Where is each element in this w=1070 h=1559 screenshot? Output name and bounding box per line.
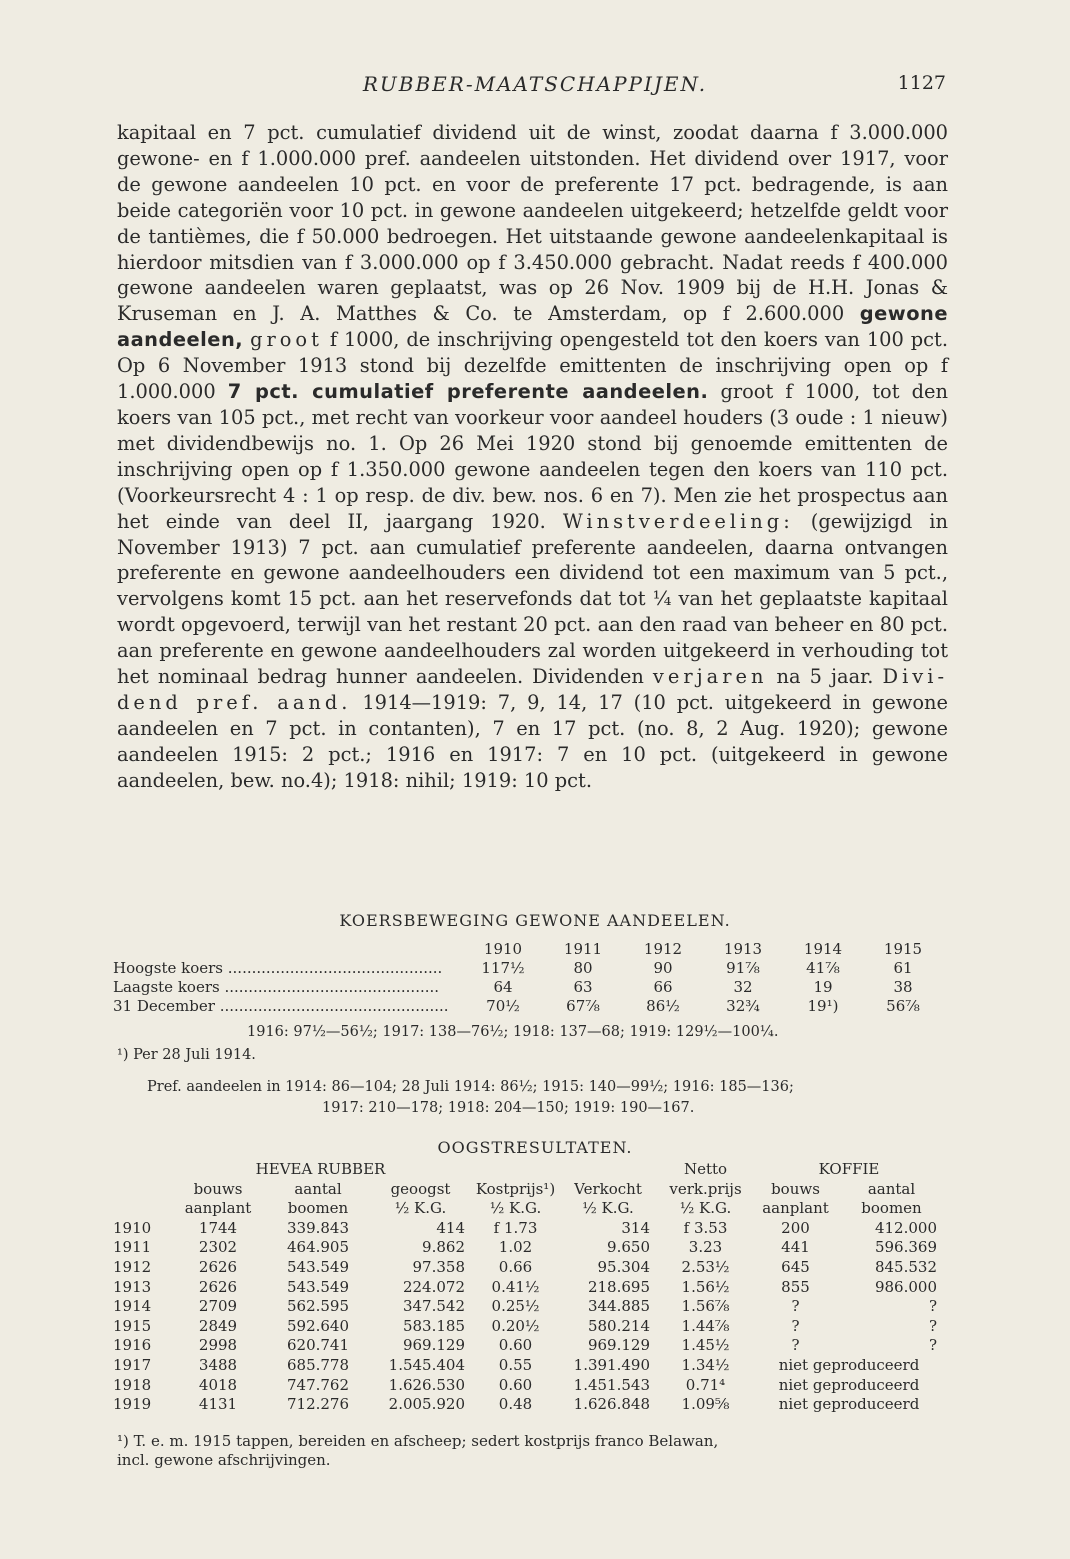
year-cell: 1910 — [113, 1218, 152, 1237]
column-header: Kostprijs¹) — [475, 1179, 556, 1198]
group-header-row — [113, 1160, 945, 1180]
value-cell: 339.843 — [286, 1218, 350, 1237]
value-cell: niet geproduceerd — [778, 1375, 920, 1394]
value-cell: 1.626.530 — [388, 1375, 465, 1394]
value-cell: 1.02 — [498, 1238, 533, 1257]
value-cell: 32 — [733, 978, 753, 996]
value-cell: 1.56½ — [681, 1277, 730, 1296]
value-cell: 562.595 — [286, 1297, 350, 1316]
value-cell: ? — [928, 1336, 937, 1355]
column-header: boomen — [861, 1199, 922, 1218]
text-run: (gewijzigd in November 1913) 7 pct. aan cumulatief preferente aandeelen, daarna ontvangen preferente en gewone aandeelhouders een dividend tot een maximum van 5 pct., vervolgens komt 15 pct. aan het reservefonds dat tot ¼ van het geplaatste kapitaal wordt opgevoerd, terwijl van het restant 20 pct. aan den raad van beheer en 80 pct. aan preferente en gewone aandeelhouders zal worden uitgekeerd in verhouding tot het nominaal bedrag hunner aandeelen. Dividenden — [117, 509, 948, 689]
value-cell: 464.905 — [286, 1238, 350, 1257]
value-cell: 592.640 — [286, 1316, 350, 1335]
table-row — [113, 1356, 945, 1376]
year-cell: 1912 — [113, 1257, 152, 1276]
value-cell: 645 — [781, 1257, 810, 1276]
column-header: Verkocht — [574, 1179, 642, 1198]
pref-line-1: Pref. aandeelen in 1914: 86—104; 28 Juli 1914: 86½; 1915: 140—99½; 1916: 185—136; — [147, 1079, 794, 1095]
value-cell: 19 — [813, 978, 833, 996]
value-cell: 9.650 — [607, 1238, 650, 1257]
value-cell: 97.358 — [412, 1257, 465, 1276]
leader-dots: ................................................ — [219, 997, 449, 1015]
emphasis-gewone-aandeelen: gewone aandeelen, — [117, 302, 948, 352]
value-cell: 596.369 — [874, 1238, 937, 1257]
value-cell: 712.276 — [286, 1395, 350, 1414]
koers-header-row — [113, 940, 943, 959]
value-cell: 0.48 — [498, 1395, 533, 1414]
value-cell: 986.000 — [874, 1277, 937, 1296]
value-cell: 1.545.404 — [388, 1355, 465, 1374]
year-cell: 1918 — [113, 1375, 152, 1394]
value-cell: 2.53½ — [681, 1257, 730, 1276]
table-row — [113, 959, 943, 978]
value-cell: 4131 — [198, 1395, 238, 1414]
table-row — [113, 978, 943, 997]
column-header: aantal — [294, 1179, 342, 1198]
value-cell: 3488 — [198, 1355, 238, 1374]
spaced-dividend-pref: Divi-dend pref. aand. — [117, 665, 949, 714]
table-row — [113, 1376, 945, 1396]
column-header: ½ K.G. — [489, 1199, 542, 1218]
year-cell: 1919 — [113, 1395, 152, 1414]
row-label: Hoogste koers — [113, 959, 223, 977]
value-cell: 2302 — [198, 1238, 238, 1257]
body-paragraph — [117, 120, 948, 794]
year-cell: 1917 — [113, 1355, 152, 1374]
table-row — [113, 1278, 945, 1298]
header-row-1 — [113, 1180, 945, 1200]
koers-title: KOERSBEWEGING GEWONE AANDEELEN. — [339, 911, 731, 930]
text-run: f 1000, de inschrijving opengesteld tot den koers van 100 pct. Op 6 November 1913 stond bij dezelfde emittenten de inschrijving open op f 1.000.000 — [117, 328, 948, 404]
value-cell: 845.532 — [874, 1257, 937, 1276]
value-cell: 63 — [573, 978, 593, 996]
column-header: aanplant — [184, 1199, 252, 1218]
value-cell: ? — [791, 1316, 800, 1335]
koers-range-line: 1916: 97½—56½; 1917: 138—76½; 1918: 137—68; 1919: 129½—100¼. — [247, 1024, 779, 1040]
spaced-winstverdeeling: Winstverdeeling: — [562, 509, 794, 533]
value-cell: 855 — [781, 1277, 810, 1296]
year-cell: 1910 — [483, 940, 523, 958]
group-netto: Netto — [683, 1160, 728, 1178]
value-cell: 1.44⅞ — [681, 1316, 730, 1335]
table-footnote — [117, 1432, 947, 1470]
value-cell: 4018 — [198, 1375, 238, 1394]
column-header: ½ K.G. — [582, 1199, 634, 1218]
column-header: aanplant — [762, 1199, 829, 1218]
value-cell: 91⅞ — [726, 959, 760, 977]
value-cell: 2849 — [198, 1316, 238, 1335]
value-cell: 200 — [781, 1218, 810, 1237]
value-cell: 1.56⅞ — [681, 1297, 730, 1316]
value-cell: 70½ — [486, 997, 520, 1015]
table-row — [113, 997, 943, 1016]
year-cell: 1915 — [883, 940, 923, 958]
value-cell: 969.129 — [587, 1336, 650, 1355]
value-cell: 67⅞ — [566, 997, 600, 1015]
value-cell: 41⅞ — [806, 959, 840, 977]
value-cell: 2.005.920 — [388, 1395, 465, 1414]
value-cell: 1744 — [198, 1218, 238, 1237]
column-header: bouws — [193, 1179, 243, 1198]
value-cell: 580.214 — [587, 1316, 650, 1335]
value-cell: 0.55 — [498, 1355, 533, 1374]
year-cell: 1914 — [113, 1297, 152, 1316]
value-cell: 32¾ — [726, 997, 760, 1015]
value-cell: ? — [928, 1316, 937, 1335]
column-header: aantal — [867, 1179, 916, 1198]
value-cell: 0.20½ — [491, 1316, 540, 1335]
oogst-title: OOGSTRESULTATEN. — [437, 1138, 633, 1157]
oogst-table — [113, 1160, 945, 1415]
group-koffie: KOFFIE — [818, 1160, 880, 1178]
table-row — [113, 1219, 945, 1239]
footnote-line: incl. gewone afschrijvingen. — [117, 1451, 331, 1469]
spaced-verjaren: verjaren — [652, 665, 768, 689]
text-run: na 5 jaar. — [776, 665, 874, 689]
value-cell: 90 — [653, 959, 673, 977]
value-cell: f 3.53 — [683, 1218, 728, 1237]
table-row — [113, 1238, 945, 1258]
value-cell: 3.23 — [688, 1238, 723, 1257]
year-cell: 1916 — [113, 1336, 152, 1355]
value-cell: 969.129 — [402, 1336, 465, 1355]
value-cell: niet geproduceerd — [778, 1355, 920, 1374]
value-cell: 0.71⁴ — [685, 1375, 726, 1394]
value-cell: 685.778 — [286, 1355, 350, 1374]
column-header: verk.prijs — [669, 1179, 742, 1198]
value-cell: ? — [791, 1297, 800, 1316]
value-cell: 543.549 — [286, 1257, 350, 1276]
table-row — [113, 1317, 945, 1337]
value-cell: 61 — [893, 959, 913, 977]
footnote-line: ¹) T. e. m. 1915 tappen, bereiden en afscheep; sedert kostprijs franco Belawan, — [117, 1432, 719, 1450]
value-cell: 218.695 — [587, 1277, 650, 1296]
value-cell: 0.60 — [498, 1336, 533, 1355]
value-cell: 1.45½ — [681, 1336, 730, 1355]
value-cell: 620.741 — [286, 1336, 350, 1355]
value-cell: 56⅞ — [886, 997, 920, 1015]
value-cell: 224.072 — [402, 1277, 465, 1296]
value-cell: 0.41½ — [491, 1277, 540, 1296]
pref-line-2: 1917: 210—178; 1918: 204—150; 1919: 190—167. — [322, 1100, 695, 1116]
running-title: RUBBER-MAATSCHAPPIJEN. — [362, 72, 708, 96]
value-cell: niet geproduceerd — [778, 1395, 920, 1414]
value-cell: ? — [791, 1336, 800, 1355]
value-cell: 414 — [436, 1218, 465, 1237]
value-cell: 1.391.490 — [573, 1355, 650, 1374]
value-cell: 64 — [493, 978, 513, 996]
value-cell: 412.000 — [874, 1218, 937, 1237]
value-cell: 2998 — [198, 1336, 238, 1355]
table-row — [113, 1258, 945, 1278]
year-cell: 1915 — [113, 1316, 152, 1335]
year-cell: 1911 — [113, 1238, 152, 1257]
emphasis-preferente-aandeelen: 7 pct. cumulatief preferente aandeelen. — [227, 380, 709, 404]
leader-dots: ............................................. — [224, 978, 440, 996]
value-cell: 1.451.543 — [573, 1375, 650, 1394]
value-cell: 95.304 — [597, 1257, 650, 1276]
row-label: Laagste koers — [113, 978, 220, 996]
column-header: ½ K.G. — [394, 1199, 447, 1218]
column-header: ½ K.G. — [679, 1199, 732, 1218]
value-cell: 314 — [621, 1218, 650, 1237]
value-cell: 0.25½ — [491, 1297, 540, 1316]
year-cell: 1912 — [643, 940, 683, 958]
value-cell: 0.66 — [498, 1257, 533, 1276]
value-cell: 9.862 — [422, 1238, 465, 1257]
text-run: groot f 1000, tot den koers van 105 pct., met recht van voorkeur voor aandeel houders (3 oude : 1 nieuw) met dividendbewijs no. 1. Op 26 Mei 1920 stond bij genoemde emittenten de inschrijving open op f 1.350.000 gewone aandeelen tegen den koers van 110 pct. (Voorkeursrecht 4 : 1 op resp. de div. bew. nos. 6 en 7). Men zie het prospectus aan het einde van deel II, jaargang 1920. — [117, 380, 948, 533]
value-cell: 1.626.848 — [573, 1395, 650, 1414]
row-label: 31 December — [113, 997, 215, 1015]
leader-dots: ............................................. — [227, 959, 443, 977]
value-cell: 543.549 — [286, 1277, 350, 1296]
page-number: 1127 — [897, 72, 946, 94]
value-cell: 2626 — [198, 1257, 238, 1276]
value-cell: 344.885 — [587, 1297, 650, 1316]
value-cell: ? — [928, 1297, 937, 1316]
year-cell: 1913 — [723, 940, 763, 958]
column-header: bouws — [771, 1179, 820, 1198]
koers-footnote: ¹) Per 28 Juli 1914. — [117, 1047, 256, 1063]
value-cell: 19¹) — [807, 997, 839, 1015]
oogst-body — [113, 1219, 945, 1415]
group-hevea: HEVEA RUBBER — [255, 1160, 386, 1178]
text-run: kapitaal en 7 pct. cumulatief dividend uit de winst, zoodat daarna f 3.000.000 gewone- en f 1.000.000 pref. aandeelen uitstonden. Het dividend over 1917, voor de gewone aandeelen 10 pct. en voor de preferente 17 pct. bedragende, is aan beide categoriën voor 10 pct. in gewone aandeelen uitgekeerd; hetzelfde geldt voor de tantièmes, die f 50.000 bedroegen. Het uitstaande gewone aandeelenkapitaal is hierdoor mitsdien van f 3.000.000 op f 3.450.000 gebracht. Nadat reeds f 400.000 gewone aandeelen waren geplaatst, was op 26 Nov. 1909 bij de H.H. Jonas & Kruseman en J. A. Matthes & Co. te Amsterdam, op f 2.600.000 — [117, 121, 948, 326]
value-cell: 80 — [573, 959, 593, 977]
value-cell: 2626 — [198, 1277, 238, 1296]
table-row — [113, 1395, 945, 1415]
year-cell: 1911 — [563, 940, 603, 958]
year-cell: 1914 — [803, 940, 843, 958]
value-cell: 0.60 — [498, 1375, 533, 1394]
value-cell: 347.542 — [402, 1297, 465, 1316]
koers-table — [113, 940, 943, 1016]
value-cell: 1.09⅝ — [681, 1395, 730, 1414]
value-cell: 2709 — [198, 1297, 238, 1316]
column-header: geoogst — [390, 1179, 451, 1198]
spaced-groot: groot — [250, 328, 323, 352]
value-cell: f 1.73 — [493, 1218, 538, 1237]
table-row — [113, 1297, 945, 1317]
value-cell: 117½ — [481, 959, 525, 977]
column-header: boomen — [287, 1199, 349, 1218]
text-run: 1914—1919: 7, 9, 14, 17 (10 pct. uitgekeerd in gewone aandeelen en 7 pct. in contanten), 7 en 17 pct. (no. 8, 2 Aug. 1920); gewone aandeelen 1915: 2 pct.; 1916 en 1917: 7 en 10 pct. (uitgekeerd in gewone aandeelen, bew. no.4); 1918: nihil; 1919: 10 pct. — [117, 690, 949, 792]
page-header — [0, 72, 1070, 102]
value-cell: 583.185 — [402, 1316, 465, 1335]
value-cell: 747.762 — [286, 1375, 350, 1394]
value-cell: 38 — [893, 978, 913, 996]
table-row — [113, 1336, 945, 1356]
value-cell: 441 — [781, 1238, 810, 1257]
year-cell: 1913 — [113, 1277, 152, 1296]
value-cell: 86½ — [646, 997, 680, 1015]
value-cell: 66 — [653, 978, 673, 996]
value-cell: 1.34½ — [681, 1355, 730, 1374]
header-row-2 — [113, 1199, 945, 1219]
